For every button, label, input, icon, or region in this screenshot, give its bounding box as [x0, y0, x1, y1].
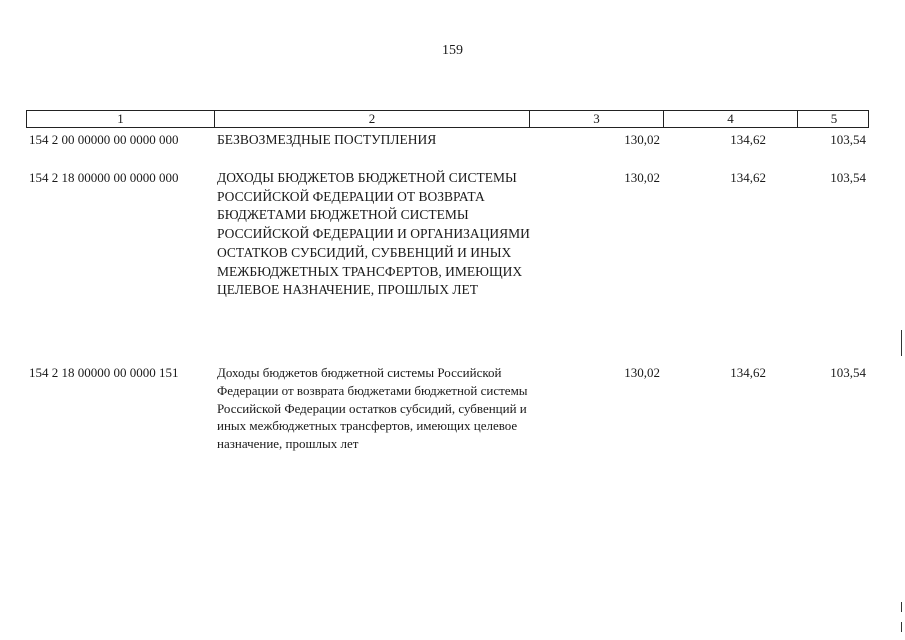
row-value-col4: 134,62	[730, 132, 766, 147]
row-value-col3: 130,02	[624, 132, 660, 147]
header-col-1: 1	[27, 111, 215, 127]
row-value-col5: 103,54	[830, 170, 866, 185]
row-name: Доходы бюджетов бюджетной системы Российской Федерации от возврата бюджетами бюджетной системы Российской Федерации остатков субсидий, субвенций и иных межбюджетных трансфертов, имеющих целевое назначение, прошлых лет	[217, 365, 528, 452]
header-col-3: 3	[530, 111, 664, 127]
table-header	[26, 110, 869, 128]
row-value-col5: 103,54	[830, 365, 866, 380]
scan-artifact-line	[901, 330, 902, 356]
row-value-col4: 134,62	[730, 365, 766, 380]
row-code: 154 2 18 00000 00 0000 151	[29, 365, 179, 380]
row-value-col5: 103,54	[830, 132, 866, 147]
row-value-col3: 130,02	[624, 170, 660, 185]
header-col-2: 2	[215, 111, 530, 127]
scan-artifact-line	[901, 622, 902, 632]
row-name: БЕЗВОЗМЕЗДНЫЕ ПОСТУПЛЕНИЯ	[217, 132, 437, 147]
row-value-col4: 134,62	[730, 170, 766, 185]
row-code: 154 2 00 00000 00 0000 000	[29, 132, 179, 147]
scan-artifact-line	[901, 602, 902, 612]
page-number: 159	[442, 43, 463, 58]
row-value-col3: 130,02	[624, 365, 660, 380]
row-code: 154 2 18 00000 00 0000 000	[29, 170, 179, 185]
row-name: ДОХОДЫ БЮДЖЕТОВ БЮДЖЕТНОЙ СИСТЕМЫ РОССИЙСКОЙ ФЕДЕРАЦИИ ОТ ВОЗВРАТА БЮДЖЕТАМИ БЮДЖЕТНОЙ СИСТЕМЫ РОССИЙСКОЙ ФЕДЕРАЦИИ И ОРГАНИЗАЦИЯМИ ОСТАТКОВ СУБСИДИЙ, СУБВЕНЦИЙ И ИНЫХ МЕЖБЮДЖЕТНЫХ ТРАНСФЕРТОВ, ИМЕЮЩИХ ЦЕЛЕВОЕ НАЗНАЧЕНИЕ, ПРОШЛЫХ ЛЕТ	[217, 170, 530, 298]
header-col-5: 5	[830, 111, 838, 126]
header-col-4: 4	[664, 111, 798, 127]
